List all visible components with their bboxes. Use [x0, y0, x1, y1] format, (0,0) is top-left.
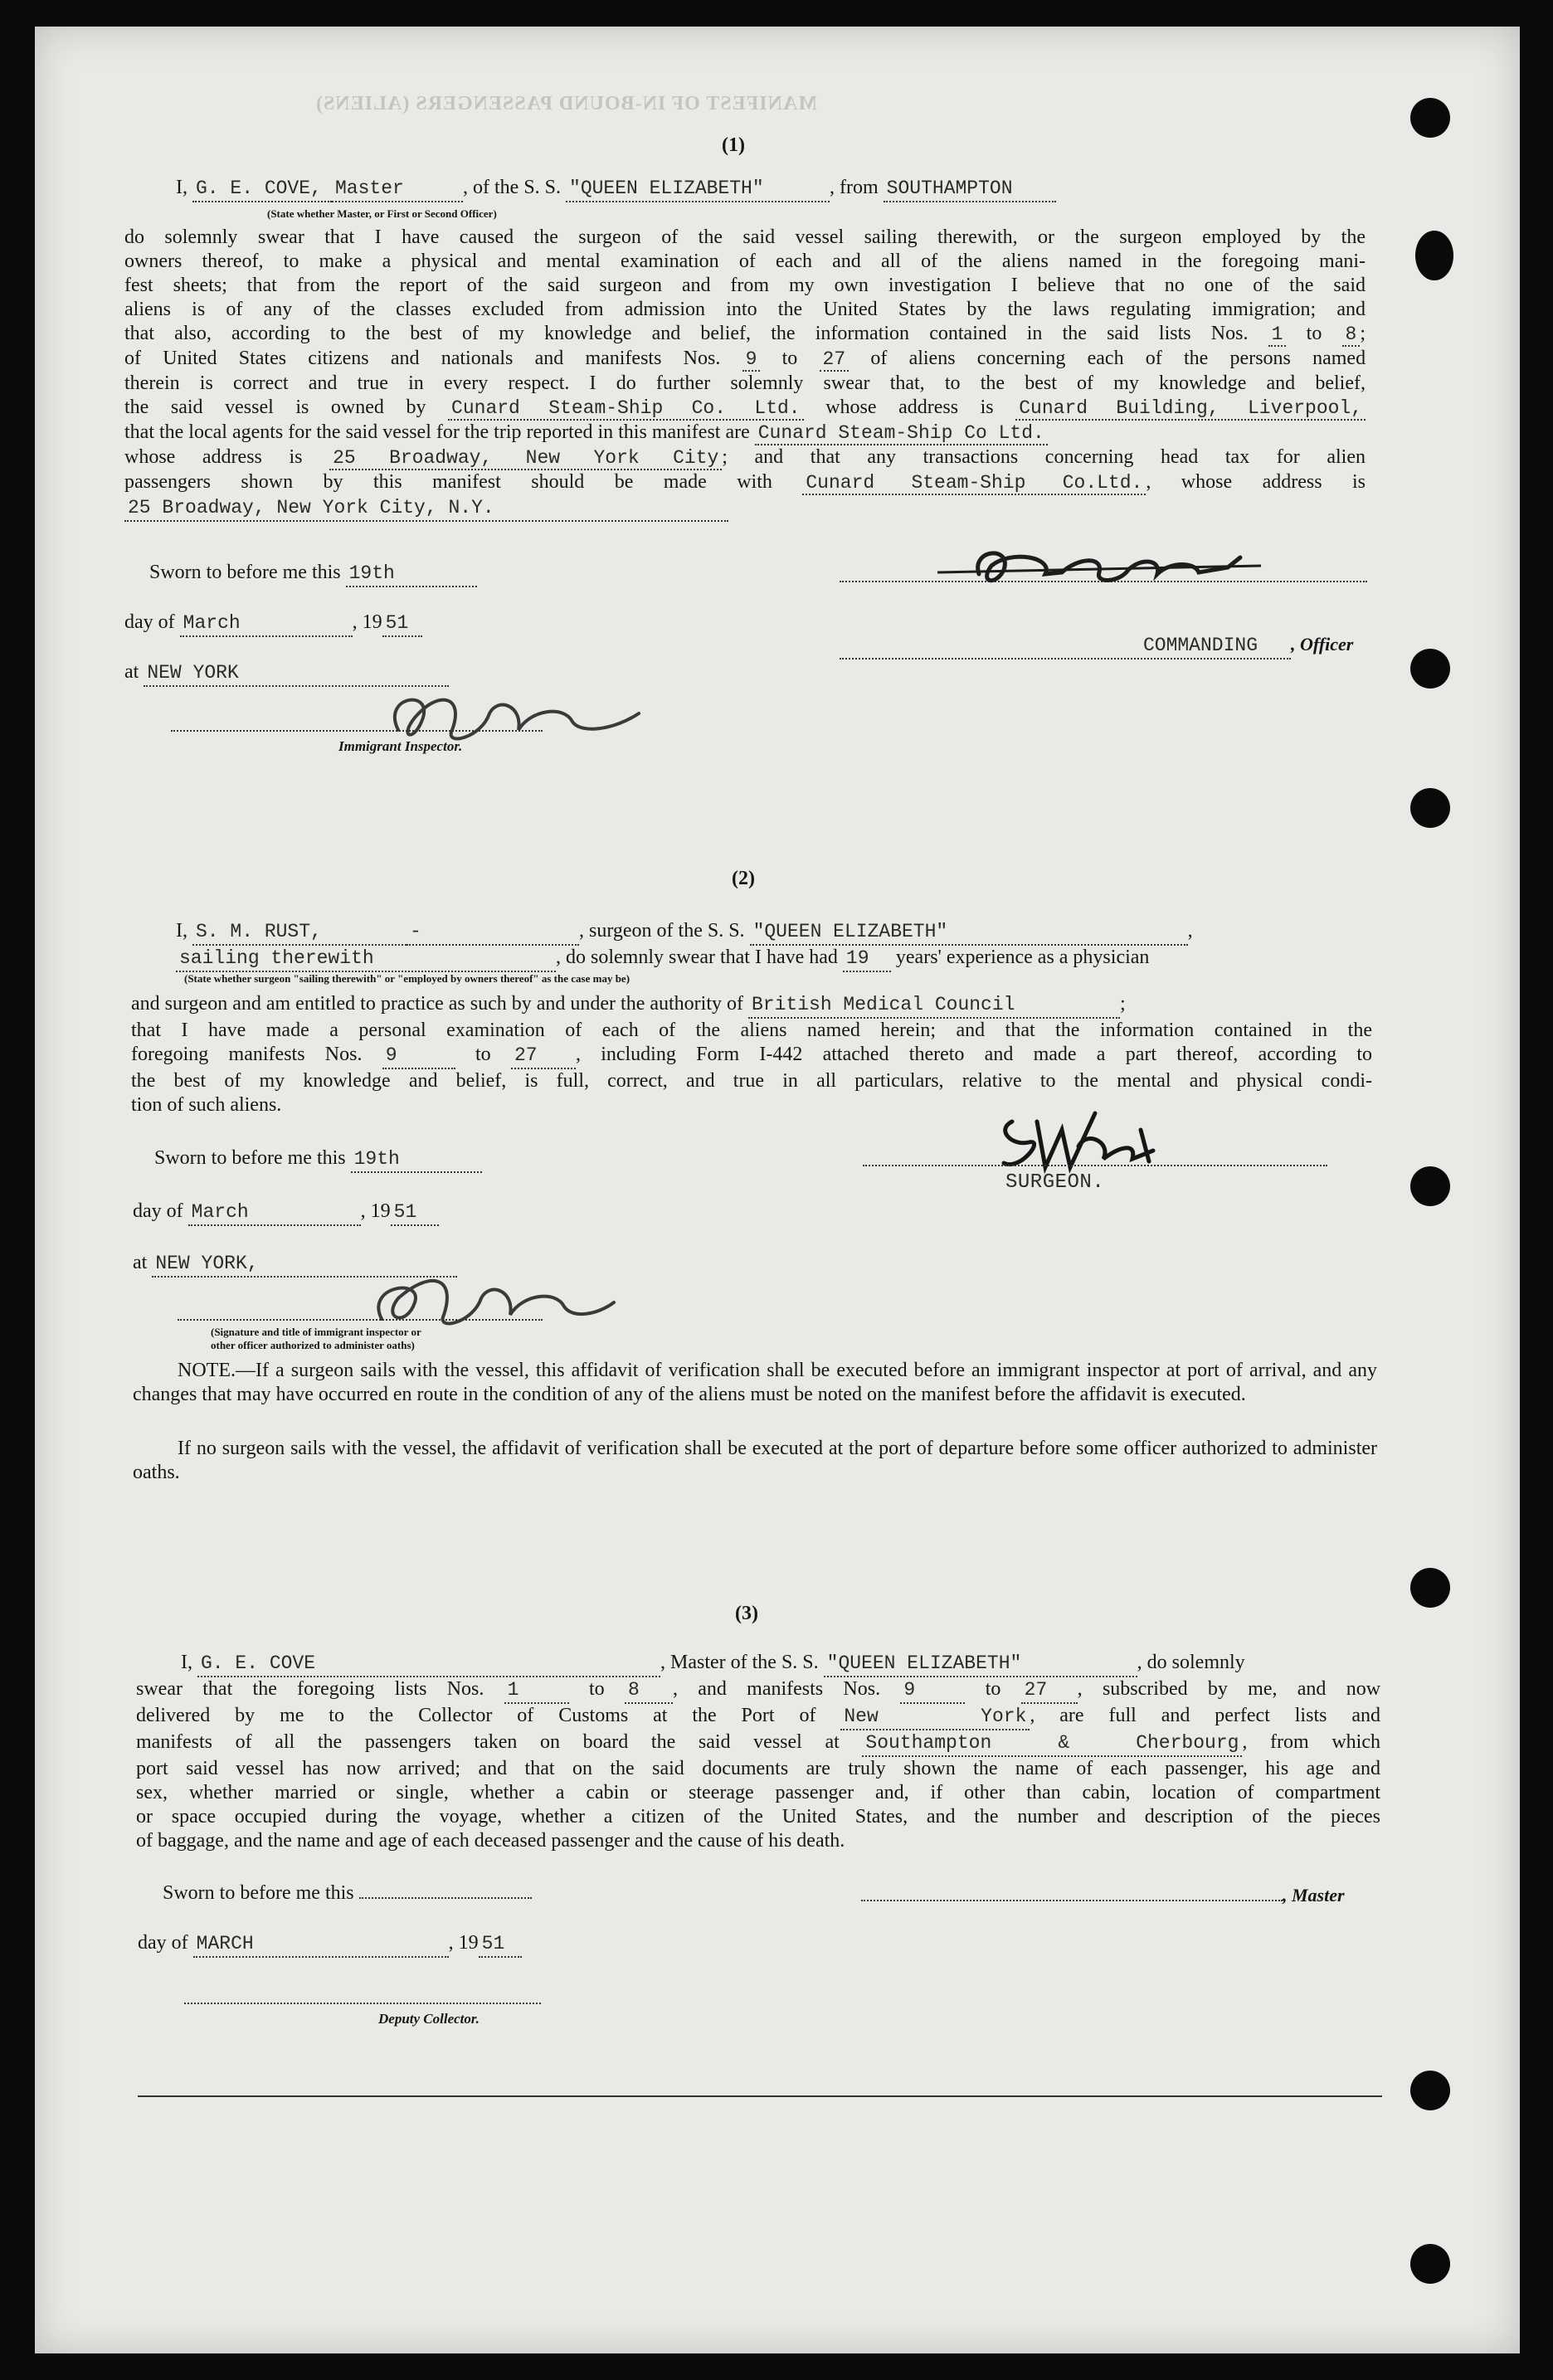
sec3-master-signature: [861, 1900, 1283, 1901]
sworn-place-field: NEW YORK: [144, 661, 449, 687]
section-3-date-line: day of MARCH , 19 51: [138, 1931, 522, 1958]
sec3-sworn-day: [359, 1897, 532, 1899]
immigrant-inspector-label: Immigrant Inspector.: [338, 738, 463, 754]
inspector-2-note-1: (Signature and title of immigrant inspector or: [211, 1326, 421, 1338]
section-1-line-declarant: I, G. E. COVE, Master , of the S. S. "QUEEN ELIZABETH" , from SOUTHAMPTON: [176, 176, 1056, 202]
inspector-signature-line: [171, 730, 543, 732]
departure-port-field: SOUTHAMPTON: [884, 177, 1056, 202]
punch-hole: [1410, 788, 1450, 828]
bottom-rule: [138, 2095, 1382, 2097]
punch-hole: [1410, 2071, 1450, 2110]
section-2-line-sailing: sailing therewith , do solemnly swear that I have had 19 years' experience as a physician: [176, 946, 1149, 972]
sworn-year-field: 51: [382, 611, 422, 637]
section-2-date-line: day of March , 19 51: [133, 1200, 439, 1226]
sec3-lists-from: 1: [504, 1678, 569, 1704]
head-tax-agent-field: Cunard Steam-Ship Co.Ltd.: [802, 472, 1146, 495]
lists-from-field: 1: [1268, 324, 1287, 347]
state-whether-note: (State whether Master, or First or Second Officer): [267, 207, 497, 220]
section-2-body: and surgeon and am entitled to practice as such by and under the authority of British Medical Council ; that I have made a personal examination of each of the aliens named herein; and that the information contained in the foregoing manifests Nos. 9 to 27 , including Form I-442 attached thereto and made a part thereof, according to the best of my knowledge and belief, is full, correct, and true in all particulars, relative to the mental and physical condi- tion of such aliens.: [131, 993, 1373, 1116]
section-3-number: (3): [735, 1603, 758, 1624]
surgeon-signature-line: [863, 1165, 1327, 1166]
section-2-number: (2): [732, 868, 755, 889]
agent-address-field: 25 Broadway, New York City: [329, 447, 722, 470]
section-1-number: (1): [722, 134, 745, 156]
sec3-embarkation-ports: Southampton & Cherbourg: [862, 1731, 1242, 1757]
sec3-master-name: G. E. COVE: [197, 1652, 660, 1677]
section-2-sworn-line: Sworn to before me this 19th: [154, 1146, 482, 1173]
sec3-manifests-from: 9: [900, 1678, 965, 1704]
sec3-ship-name: "QUEEN ELIZABETH": [824, 1652, 1137, 1677]
deputy-collector-label: Deputy Collector.: [378, 2011, 480, 2027]
vessel-owner-field: Cunard Steam-Ship Co. Ltd.: [448, 397, 804, 421]
master-signature: [913, 524, 1344, 599]
officer-title-field: COMMANDING: [840, 634, 1291, 659]
surgeon-state-note: (State whether surgeon "sailing therewith" or "employed by owners thereof" as the case may be): [184, 972, 630, 985]
sec3-master-signature-line: , Master: [861, 1883, 1345, 1908]
surgeon-manifests-from: 9: [382, 1044, 455, 1069]
section-2-place-line: at NEW YORK,: [133, 1251, 457, 1278]
punch-hole: [1415, 231, 1453, 280]
surgeon-dash: -: [407, 920, 579, 946]
surgeon-sworn-year: 51: [391, 1200, 439, 1226]
section-1-date-line: day of March , 19 51: [124, 611, 422, 637]
head-tax-address-field: 25 Broadway, New York City, N.Y.: [124, 496, 728, 522]
surgeon-label: SURGEON.: [1005, 1171, 1105, 1194]
note-paragraph-1: NOTE.—If a surgeon sails with the vessel, this affidavit of verification shall be executed before an immigrant inspector at port of arrival, and any changes that may have occurred en route in the condition of any of the aliens must be noted on the manifest before the affidavit is executed.: [133, 1360, 1377, 1405]
commanding-officer-line: COMMANDING , Officer: [840, 632, 1353, 659]
punch-hole: [1410, 1568, 1450, 1608]
manifests-from-field: 9: [742, 348, 761, 372]
punch-hole: [1410, 1166, 1450, 1206]
inspector-2-note-2: other officer authorized to administer oaths): [211, 1339, 415, 1351]
sec3-manifests-to: 27: [1021, 1678, 1078, 1704]
surgeon-sworn-month: March: [188, 1200, 361, 1226]
inspector-2-signature-line: [178, 1319, 543, 1321]
surgeon-name-field: S. M. RUST,: [192, 920, 407, 946]
section-1-sworn-line: Sworn to before me this 19th: [149, 561, 477, 587]
local-agents-field: Cunard Steam-Ship Co Ltd.: [755, 422, 1048, 445]
section-3-sworn-line: Sworn to before me this: [163, 1881, 532, 1905]
sworn-day-field: 19th: [346, 562, 477, 587]
sec3-lists-to: 8: [625, 1678, 673, 1704]
sec3-sworn-month: MARCH: [193, 1932, 449, 1958]
sec3-sworn-year: 51: [479, 1932, 522, 1958]
section-3-body: swear that the foregoing lists Nos. 1 to 8 , and manifests Nos. 9 to 27 , subscribed by me, and now delivered by me to the Collector of Customs at the Port of New York , are full and perfect lists and manifests of all the passengers taken on board the said vessel at Southampton & Cherbourg , from which port said vessel has now arrived; and that on the said documents are truly shown the name of each passenger, his age and sex, whether married or single, whether a cabin or steerage passenger and, if other than cabin, location of compartment or space occupied during the voyage, whether a citizen of the United States, and the number and description of the pieces of baggage, and the name and age of each deceased passenger and the cause of his death.: [136, 1678, 1381, 1852]
sec3-customs-port: New York: [840, 1705, 1030, 1730]
surgeon-ship-field: "QUEEN ELIZABETH": [750, 920, 1188, 946]
punch-hole: [1410, 98, 1450, 138]
sworn-month-field: March: [180, 611, 353, 637]
ship-name-field: "QUEEN ELIZABETH": [566, 177, 830, 202]
note-paragraph-2: If no surgeon sails with the vessel, the affidavit of verification shall be executed at the port of departure before some officer authorized to administer oaths.: [133, 1438, 1377, 1483]
master-title-field: Master: [332, 177, 463, 202]
section-1-place-line: at NEW YORK: [124, 660, 449, 687]
surgeon-sworn-day: 19th: [351, 1147, 482, 1173]
surgeon-manifests-to: 27: [511, 1044, 576, 1069]
surgeon-status-field: sailing therewith: [176, 947, 556, 972]
punch-hole: [1410, 2244, 1450, 2284]
authority-field: British Medical Council: [748, 993, 1120, 1019]
section-3-line-declarant: I, G. E. COVE , Master of the S. S. "QUEEN ELIZABETH" , do solemnly: [181, 1651, 1245, 1677]
manifests-to-field: 27: [820, 348, 850, 372]
years-experience-field: 19: [843, 947, 891, 972]
punch-hole: [1410, 649, 1450, 689]
lists-to-field: 8: [1342, 324, 1361, 347]
master-name-field: G. E. COVE,: [192, 177, 332, 202]
section-2-line-declarant: I, S. M. RUST, - , surgeon of the S. S. "QUEEN ELIZABETH" ,: [176, 919, 1193, 946]
deputy-collector-line: [184, 2003, 541, 2004]
bleed-through-header: MANIFEST OF IN-BOUND PASSENGERS (ALIENS): [315, 93, 817, 114]
section-1-body: do solemnly swear that I have caused the surgeon of the said vessel sailing therewith, or the surgeon employed by the owners thereof, to make a physical and mental examination of each and all of the aliens named in the foregoing mani- fest sheets; that from the report of the said surgeon and from my own investigation I believe that no one of the said aliens is of any of the classes excluded from admission into the United States by the laws regulating immigration; and that also, according to the best of my knowledge and belief, the information contained in the said lists Nos. 1 to 8 ; of United States citizens and nationals and manifests Nos. 9 to 27 of aliens concerning each of the persons named therein is correct and true in every respect. I do further solemnly swear that, to the best of my knowledge and belief, the said vessel is owned by Cunard Steam-Ship Co. Ltd. whose address is Cunard Building, Liverpool, that the local agents for the said vessel for the trip reported in this manifest are Cunard Steam-Ship Co Ltd. whose address is 25 Broadway, New York City ; and that any transactions concerning head tax for alien passengers shown by this manifest should be made with Cunard Steam-Ship Co.Ltd. , whose address is 25 Broadway, New York City, N.Y.: [124, 226, 1366, 522]
surgeon-sworn-place: NEW YORK,: [152, 1252, 457, 1278]
owner-address-field: Cunard Building, Liverpool,: [1015, 397, 1366, 421]
